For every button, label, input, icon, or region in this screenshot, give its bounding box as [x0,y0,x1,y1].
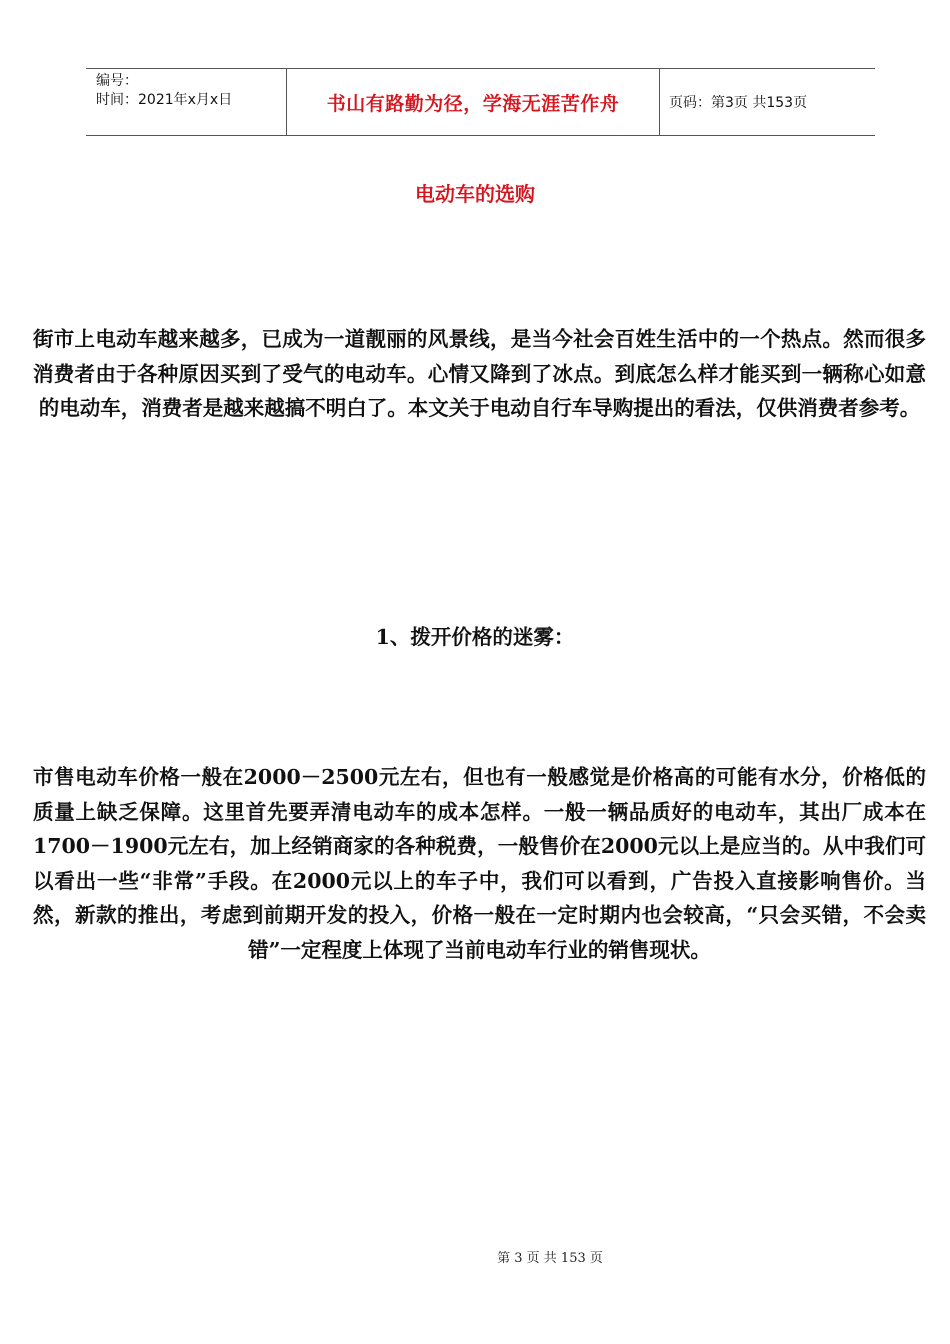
page-header [86,68,875,136]
intro-paragraph: 街市上电动车越来越多，已成为一道靓丽的风景线，是当今社会百姓生活中的一个热点。然而很多消费者由于各种原因买到了受气的电动车。心情又降到了冰点。到底怎么样才能买到一辆称心如意的电动车，消费者是越来越搞不明白了。本文关于电动自行车导购提出的看法，仅供消费者参考。 [33,327,926,420]
document-title: 电动车的选购 [415,182,535,206]
header-page-info: 页码：第3页 共153页 [669,95,808,111]
section-body-paragraph: 市售电动车价格一般在2000－2500元左右，但也有一般感觉是价格高的可能有水分，价格低的质量上缺乏保障。这里首先要弄清电动车的成本怎样。一般一辆品质好的电动车，其出厂成本在1700－1900元左右，加上经销商家的各种税费，一般售价在2000元以上是应当的。从中我们可以看出一些“非常”手段。在2000元以上的车子中，我们可以看到，广告投入直接影响售价。当然，新款的推出，考虑到前期开发的投入，价格一般在一定时期内也会较高，“只会买错，不会卖错”一定程度上体现了当前电动车行业的销售现状。 [33,765,926,962]
time-label: 时间：2021年x月x日 [96,92,233,108]
section-heading: 1、拨开价格的迷雾： [375,625,575,649]
serial-label: 编号： [96,73,138,89]
page-footer: 第 3 页 共 153 页 [497,1251,603,1266]
header-motto: 书山有路勤为径，学海无涯苦作舟 [287,69,660,135]
header-meta [86,69,287,135]
